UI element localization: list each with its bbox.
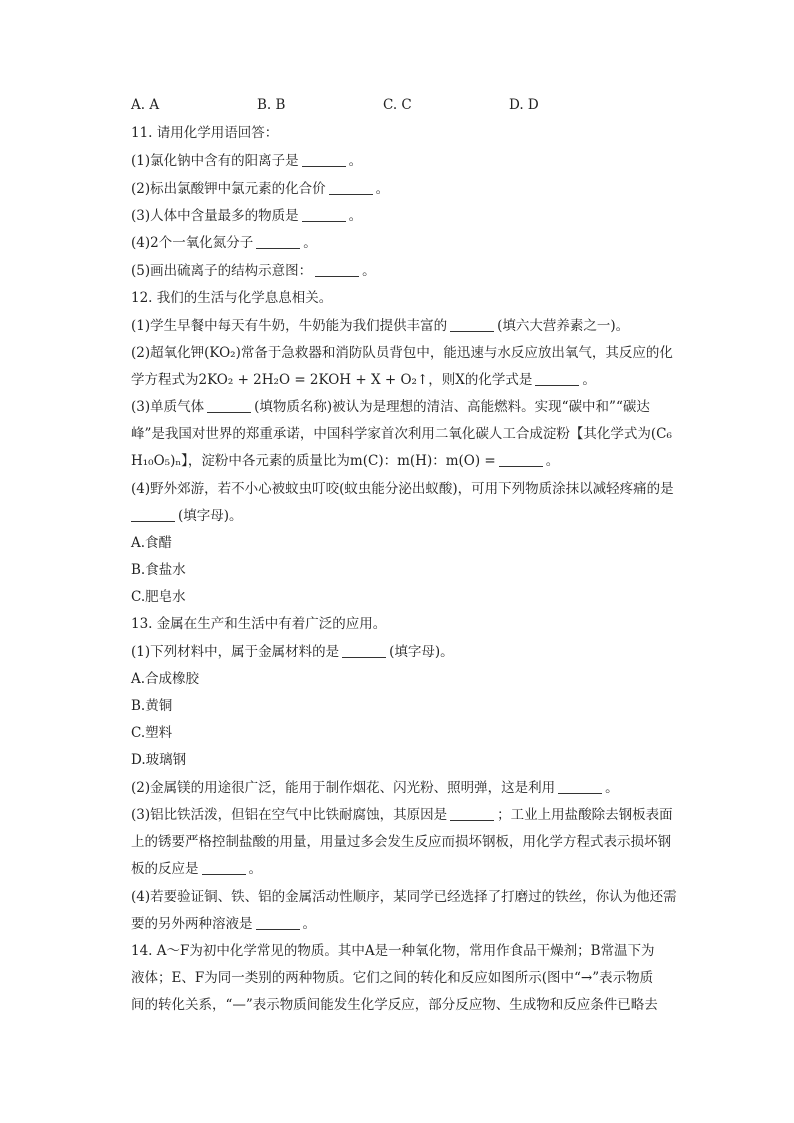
q11-item-end: 。 xyxy=(348,153,363,169)
q13-part2 xyxy=(131,779,619,797)
q12-part3-line2: 峰”是我国对世界的郑重承诺，中国科学家首次利用二氧化碳人工合成淀粉【其化学式为(C₆ xyxy=(131,426,672,442)
q12-part3-text: (3)单质气体 xyxy=(131,399,205,415)
q11-item xyxy=(131,207,362,225)
q13-part1-end: (填字母)。 xyxy=(389,644,454,660)
q11-item xyxy=(131,180,389,198)
q11-item-text: (3)人体中含量最多的物质是 xyxy=(131,208,299,224)
q12-part3-line3-end: 。 xyxy=(545,453,560,469)
q13-choice: D.玻璃钢 xyxy=(131,752,187,768)
option-a: A. A xyxy=(131,97,160,113)
q12-part3-line3 xyxy=(131,452,559,470)
answer-blank xyxy=(131,508,175,522)
answer-blank xyxy=(302,208,346,222)
q13-part4-text: 要的另外两种溶液是 xyxy=(131,916,253,932)
q11-item-text: (1)氯化钠中含有的阳离子是 xyxy=(131,153,299,169)
q12-part4-line1: (4)野外郊游，若不小心被蚊虫叮咬(蚊虫能分泌出蚁酸)，可用下列物质涂抹以减轻疼痛的是 xyxy=(131,481,674,497)
q13-choice: C.塑料 xyxy=(131,725,173,741)
answer-blank xyxy=(202,861,246,875)
q12-part2-text: 学方程式为2KO₂ + 2H₂O = 2KOH + X + O₂↑，则X的化学式是 xyxy=(131,372,533,388)
q12-part1-text: (1)学生早餐中每天有牛奶，牛奶能为我们提供丰富的 xyxy=(131,318,448,334)
answer-blank xyxy=(315,263,359,277)
answer-blank xyxy=(450,318,494,332)
q12-part3-line1 xyxy=(131,398,650,416)
q12-part2-end: 。 xyxy=(582,372,596,388)
q13-part3-line3-end: 。 xyxy=(248,861,262,877)
answer-blank xyxy=(256,916,300,930)
q14-line3: 间的转化关系，“—”表示物质间能发生化学反应，部分反应物、生成物和反应条件已略去 xyxy=(131,997,658,1013)
answer-blank xyxy=(342,644,386,658)
q12-title: 12. 我们的生活与化学息息相关。 xyxy=(131,290,333,306)
q12-part2-line2 xyxy=(131,371,596,389)
option-c: C. C xyxy=(383,97,412,113)
q12-choice: B.食盐水 xyxy=(131,562,186,578)
q13-part3-line1 xyxy=(131,806,673,824)
q12-choice: C.肥皂水 xyxy=(131,589,186,605)
answer-blank xyxy=(558,780,602,794)
option-b: B. B xyxy=(257,97,286,113)
q11-item-text: (5)画出硫离子的结构示意图： xyxy=(131,263,313,279)
q13-part3-line3-text: 板的反应是 xyxy=(131,861,199,877)
q12-choice: A.食醋 xyxy=(131,535,173,551)
q11-item-end: 。 xyxy=(348,208,363,224)
q13-part4-line1: (4)若要验证铜、铁、铝的金属活动性顺序，某同学已经选择了打磨过的铁丝，你认为他还需 xyxy=(131,889,677,905)
q13-part3-line3 xyxy=(131,860,262,878)
q13-part3-line2: 上的锈要严格控制盐酸的用量，用量过多会发生反应而损坏钢板，用化学方程式表示损坏钢 xyxy=(131,834,671,850)
q11-item xyxy=(131,262,376,280)
option-d: D. D xyxy=(509,97,539,113)
q11-item-text: (4)2个一氧化氮分子 xyxy=(131,235,254,251)
q14-line2: 液体；E、F为同一类别的两种物质。它们之间的转化和反应如图所示(图中“→”表示物质 xyxy=(131,970,654,986)
q12-part2-line1: (2)超氧化钾(KO₂)常备于急救器和消防队员背包中，能迅速与水反应放出氧气，其反应的化 xyxy=(131,345,673,361)
q12-part4-line2 xyxy=(131,507,243,525)
q11-item xyxy=(131,152,362,170)
q13-part3-text: (3)铝比铁活泼，但铝在空气中比铁耐腐蚀，其原因是 xyxy=(131,807,448,823)
q11-item-end: 。 xyxy=(362,263,376,279)
q12-part1 xyxy=(131,317,629,335)
q11-item-end: 。 xyxy=(303,235,317,251)
q13-part1 xyxy=(131,643,454,661)
answer-blank xyxy=(302,153,346,167)
answer-blank xyxy=(256,235,300,249)
q12-part1-end: (填六大营养素之一)。 xyxy=(497,318,630,334)
q11-title: 11. 请用化学用语回答： xyxy=(131,125,279,141)
q13-part2-text: (2)金属镁的用途很广泛，能用于制作烟花、闪光粉、照明弹，这是利用 xyxy=(131,780,556,796)
q11-item-end: 。 xyxy=(375,181,390,197)
q11-item xyxy=(131,234,317,252)
q12-part3-rest: (填物质名称)被认为是理想的清洁、高能燃料。实现“碳中和”“碳达 xyxy=(254,399,650,415)
q13-part2-end: 。 xyxy=(605,780,619,796)
q13-choice: A.合成橡胶 xyxy=(131,671,200,687)
q13-title: 13. 金属在生产和生活中有着广泛的应用。 xyxy=(131,616,387,632)
q11-item-text: (2)标出氯酸钾中氯元素的化合价 xyxy=(131,181,326,197)
q13-part4-end: 。 xyxy=(302,916,316,932)
q12-part4-end: (填字母)。 xyxy=(178,508,243,524)
answer-blank xyxy=(499,453,543,467)
q13-part3-rest: ；工业上用盐酸除去钢板表面 xyxy=(497,807,673,823)
q14-line1: 14. A～F为初中化学常见的物质。其中A是一种氧化物，常用作食品干燥剂；B常温下为 xyxy=(131,943,655,959)
answer-blank xyxy=(329,181,373,195)
answer-blank xyxy=(207,399,251,413)
answer-blank xyxy=(450,807,494,821)
q13-part4-line2 xyxy=(131,915,316,933)
q12-part3-line3-text: H₁₀O₅)ₙ】，淀粉中各元素的质量比为m(C)：m(H)：m(O) = xyxy=(131,453,496,469)
q13-choice: B.黄铜 xyxy=(131,698,173,714)
q13-part1-text: (1)下列材料中，属于金属材料的是 xyxy=(131,644,340,660)
answer-blank xyxy=(535,372,579,386)
